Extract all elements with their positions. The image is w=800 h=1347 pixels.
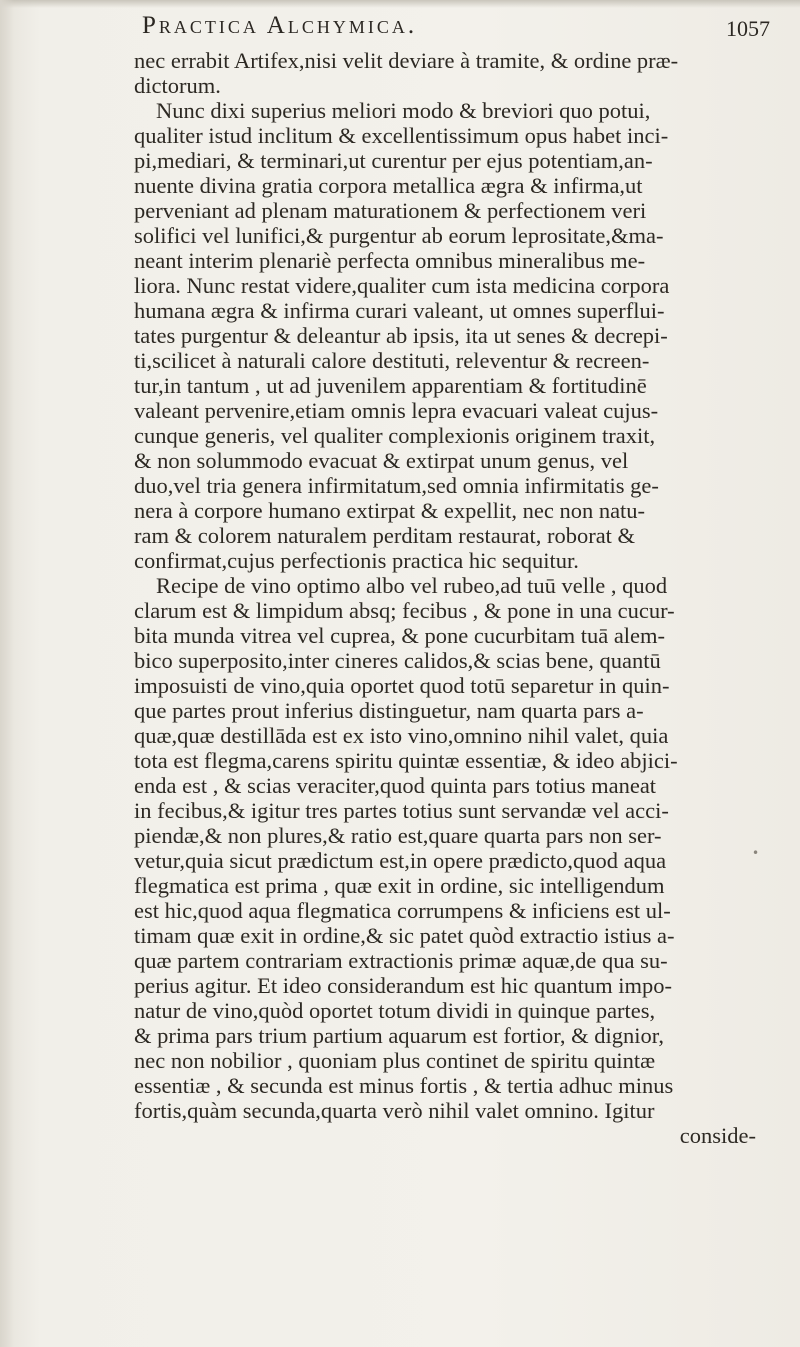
running-head: Practica Alchymica.	[142, 12, 418, 39]
text-line: Nunc dixi superius meliori modo & breviori quo potui,	[156, 98, 651, 123]
text-line: nera à corpore humano extirpat & expellit, nec non natu-	[134, 498, 646, 523]
text-line: bico superposito,inter cineres calidos,& scias bene, quantū	[134, 648, 661, 673]
page-header	[120, 12, 770, 44]
text-line: que partes prout inferius distinguetur, nam quarta pars a-	[134, 698, 644, 723]
gutter-shadow	[0, 0, 14, 1347]
text-line: liora. Nunc restat videre,qualiter cum ista medicina corpora	[134, 273, 670, 298]
text-line: confirmat,cujus perfectionis practica hic sequitur.	[134, 548, 579, 573]
margin-dot: •	[752, 846, 760, 860]
text-line: enda est , & scias veraciter,quod quinta pars totius maneat	[134, 773, 657, 798]
text-line: tur,in tantum , ut ad juvenilem apparentiam & fortitudinē	[134, 373, 647, 398]
text-line: cunque generis, vel qualiter complexionis originem traxit,	[134, 423, 656, 448]
text-line: imposuisti de vino,quia oportet quod totū separetur in quin-	[134, 673, 670, 698]
text-line: valeant pervenire,etiam omnis lepra evacuari valeat cujus-	[134, 398, 659, 423]
text-line: in fecibus,& igitur tres partes totius sunt servandæ vel acci-	[134, 798, 669, 823]
text-line: perveniant ad plenam maturationem & perfectionem veri	[134, 198, 647, 223]
page-number: 1057	[726, 16, 770, 41]
text-line: nec non nobilior , quoniam plus continet de spiritu quintæ	[134, 1048, 656, 1073]
text-line: piendæ,& non plures,& ratio est,quare quarta pars non ser-	[134, 823, 662, 848]
text-line: timam quæ exit in ordine,& sic patet quòd extractio istius a-	[134, 923, 675, 948]
text-line: tates purgentur & deleantur ab ipsis, ita ut senes & decrepi-	[134, 323, 668, 348]
text-line: nuente divina gratia corpora metallica ægra & infirma,ut	[134, 173, 643, 198]
text-line: qualiter istud inclitum & excellentissimum opus habet inci-	[134, 123, 669, 148]
text-line: & non solummodo evacuat & extirpat unum genus, vel	[134, 448, 629, 473]
text-line: flegmatica est prima , quæ exit in ordine, sic intelligendum	[134, 873, 665, 898]
text-line: natur de vino,quòd oportet totum dividi in quinque partes,	[134, 998, 656, 1023]
text-line: quæ,quæ destillāda est ex isto vino,omnino nihil valet, quia	[134, 723, 669, 748]
text-line: ti,scilicet à naturali calore destituti, releventur & recreen-	[134, 348, 650, 373]
text-line: fortis,quàm secunda,quarta verò nihil valet omnino. Igitur	[134, 1098, 655, 1123]
text-line: solifici vel lunifici,& purgentur ab eorum leprositate,&ma-	[134, 223, 664, 248]
text-line: pi,mediari, & terminari,ut curentur per ejus potentiam,an-	[134, 148, 653, 173]
text-line: perius agitur. Et ideo considerandum est hic quantum impo-	[134, 973, 673, 998]
text-line: bita munda vitrea vel cuprea, & pone cucurbitam tuā alem-	[134, 623, 666, 648]
text-line: clarum est & limpidum absq; fecibus , & pone in una cucur-	[134, 598, 675, 623]
text-line: duo,vel tria genera infirmitatum,sed omnia infirmitatis ge-	[134, 473, 659, 498]
text-line: dictorum.	[134, 73, 221, 98]
text-line: essentiæ , & secunda est minus fortis , & tertia adhuc minus	[134, 1073, 674, 1098]
text-line: Recipe de vino optimo albo vel rubeo,ad tuū velle , quod	[156, 573, 668, 598]
body-text	[134, 48, 774, 1148]
text-line: vetur,quia sicut prædictum est,in opere prædicto,quod aqua	[134, 848, 667, 873]
text-line: humana ægra & infirma curari valeant, ut omnes superflui-	[134, 298, 665, 323]
text-line: est hic,quod aqua flegmatica corrumpens & inficiens est ul-	[134, 898, 671, 923]
text-line: nec errabit Artifex,nisi velit deviare à tramite, & ordine præ-	[134, 48, 679, 73]
text-line: & prima pars trium partium aquarum est fortior, & dignior,	[134, 1023, 664, 1048]
text-line: tota est flegma,carens spiritu quintæ essentiæ, & ideo abjici-	[134, 748, 678, 773]
text-line: quæ partem contrariam extractionis primæ aquæ,de qua su-	[134, 948, 668, 973]
text-line: conside-	[679, 1123, 756, 1148]
page-top-shadow	[0, 0, 800, 8]
text-line: neant interim plenariè perfecta omnibus mineralibus me-	[134, 248, 646, 273]
text-line: ram & colorem naturalem perditam restaurat, roborat &	[134, 523, 636, 548]
